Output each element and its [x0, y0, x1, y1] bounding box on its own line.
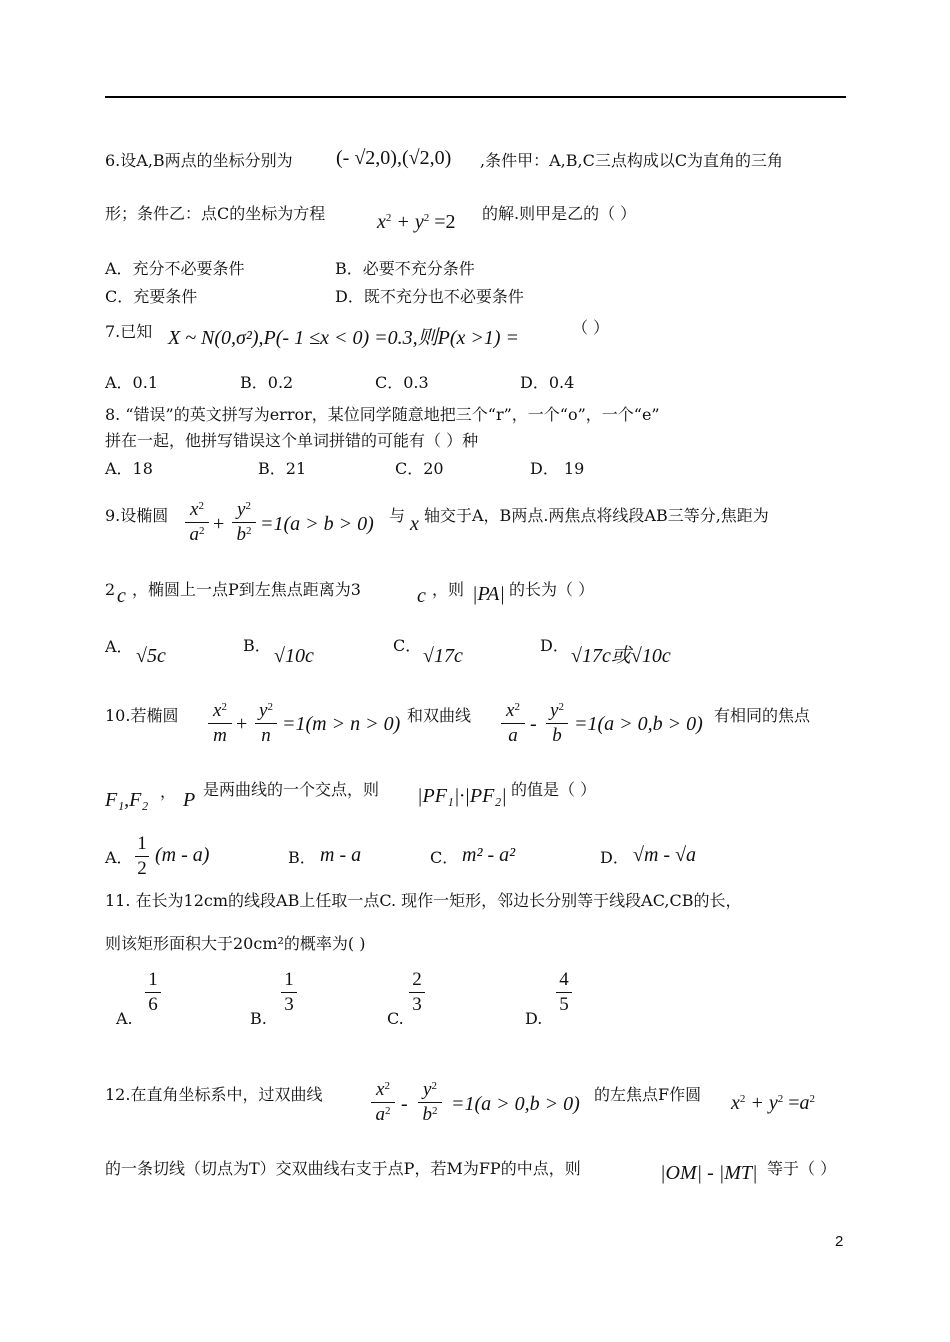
q11-option-d: D.: [525, 1009, 543, 1028]
q10-cond1: =1(m > n > 0): [282, 713, 401, 735]
q10-frac-x2-m: $x^2$ m: [207, 699, 233, 748]
q11-option-a: A.: [116, 1009, 133, 1028]
q9-prefix: 9.设椭圆: [105, 506, 169, 525]
q9-line2d: 的长为（ ）: [509, 580, 595, 599]
q6-prefix: 6.设A,B两点的坐标分别为: [105, 151, 293, 170]
q9-frac-x2-a2: $x^2$ $a^2$: [184, 498, 210, 547]
q9-suffix2: 轴交于A，B两点.两焦点将线段AB三等分,焦距为: [424, 506, 769, 525]
q9-frac-y2-b2: $y^2$ $b^2$: [231, 498, 257, 547]
q10-option-d-math: √m - √a: [633, 844, 697, 866]
q6-coords: (- √2,0),(√2,0): [336, 147, 452, 169]
q6-line2a: 形；条件乙：点C的坐标为方程: [105, 204, 326, 223]
q9-suffix: 与: [389, 506, 406, 525]
q6-option-b: B．必要不充分条件: [335, 259, 475, 278]
q11-option-a-fraction: 1 6: [144, 968, 162, 1017]
q12-line2b: 等于（ ）: [767, 1159, 837, 1178]
q9-option-d-math: √17c或√10c: [571, 645, 671, 667]
q10-frac-y2-b: $y^2$ b: [545, 699, 569, 748]
q7-paren: （ ）: [572, 318, 610, 337]
q10-p: P: [183, 789, 196, 811]
q10-comma: ，: [160, 782, 177, 801]
q7-option-b: B．0.2: [240, 373, 294, 392]
q8-line1: 8. “错误”的英文拼写为error，某位同学随意地把三个“r”，一个“o”，一个“e”: [105, 405, 660, 424]
q7-option-c: C．0.3: [375, 373, 429, 392]
q8-option-c: C．20: [395, 459, 444, 478]
q9-option-c-math: √17c: [423, 645, 463, 667]
q12-minus: -: [401, 1093, 408, 1115]
q10-option-c-math: m² - a²: [462, 844, 516, 866]
q7-option-a: A．0.1: [105, 373, 159, 392]
q10-minus: -: [530, 713, 537, 735]
q8-option-a: A．18: [105, 459, 153, 478]
q11-option-c-fraction: 2 3: [408, 968, 426, 1017]
q9-line2c: ，则: [432, 580, 465, 599]
q9-plus: +: [213, 513, 225, 535]
q9-option-d: D．: [540, 636, 569, 655]
q10-suffix: 有相同的焦点: [714, 706, 811, 725]
q8-option-b: B．21: [258, 459, 307, 478]
q10-frac-y2-n: $y^2$ n: [254, 699, 278, 748]
q10-frac-x2-a: $x^2$ a: [500, 699, 526, 748]
q11-option-b-fraction: 1 3: [280, 968, 298, 1017]
q9-cond: =1(a > b > 0): [260, 513, 374, 535]
q11-option-b: B.: [250, 1009, 267, 1028]
q12-suffix: 的左焦点F作圆: [594, 1085, 702, 1104]
q11-line2: 则该矩形面积大于20cm²的概率为( ): [105, 934, 366, 953]
q10-option-b: B．: [288, 848, 316, 867]
q9-option-b-math: √10c: [274, 645, 314, 667]
q12-circle: $x^2 + y^2 =a^2$: [731, 1092, 816, 1114]
q12-line2: 的一条切线（切点为T）交双曲线右支于点P，若M为FP的中点，则: [105, 1159, 581, 1178]
q9-option-c: C．: [393, 636, 422, 655]
q10-option-b-math: m - a: [320, 844, 362, 866]
q12-prefix: 12.在直角坐标系中，过双曲线: [105, 1085, 323, 1104]
q12-frac-y2-b2: $y^2$ $b^2$: [417, 1078, 443, 1127]
q6-option-a: A．充分不必要条件: [105, 259, 245, 278]
q8-option-d: D． 19: [530, 459, 585, 478]
q6-suffix: ,条件甲：A,B,C三点构成以C为直角的三角: [480, 151, 784, 170]
q10-plus: +: [236, 713, 248, 735]
q10-frac-half: 1 2: [134, 832, 150, 881]
header-rule: [105, 96, 846, 98]
q7-expr: X ~ N(0,σ²),P(- 1 ≤x < 0) =0.3,则P(x >1) =: [168, 327, 520, 349]
q11-option-c: C.: [387, 1009, 404, 1028]
q9-x: x: [410, 513, 419, 535]
q12-expr: |OM| - |MT|: [660, 1162, 758, 1184]
q10-prefix: 10.若椭圆: [105, 706, 179, 725]
q10-option-c: C．: [430, 848, 459, 867]
q10-option-a: A．: [105, 848, 133, 867]
q9-line2b: ，椭圆上一点P到左焦点距离为3: [132, 580, 361, 599]
q9-pa: |PA|: [472, 583, 505, 605]
page-number: 2: [835, 1233, 844, 1250]
q8-line2: 拼在一起，他拼写错误这个单词拼错的可能有（ ）种: [105, 431, 479, 450]
q10-option-a-math: (m - a): [155, 844, 210, 866]
q6-option-d: D．既不充分也不必要条件: [335, 287, 524, 306]
q11-option-d-fraction: 4 5: [555, 968, 573, 1017]
q10-line2b: 的值是（ ）: [511, 780, 597, 799]
q9-option-a: A．: [105, 637, 133, 656]
q12-cond: =1(a > 0,b > 0): [451, 1093, 580, 1115]
q10-f1f2: F₁,F₂: [105, 789, 149, 811]
q10-prod: |PF₁|·|PF₂|: [417, 785, 507, 807]
q7-option-d: D．0.4: [520, 373, 575, 392]
q6-equation: $x^2 + y^2 =2$: [377, 211, 456, 233]
q10-cond2: =1(a > 0,b > 0): [574, 713, 703, 735]
q12-frac-x2-a2: $x^2$ $a^2$: [370, 1078, 396, 1127]
q9-c2: c: [417, 585, 426, 607]
q10-option-d: D．: [600, 848, 629, 867]
q7-prefix: 7.已知: [105, 322, 153, 341]
q9-option-b: B．: [243, 636, 271, 655]
q11-line1: 11. 在长为12cm的线段AB上任取一点C. 现作一矩形，邻边长分别等于线段AC,CB的长，: [105, 891, 742, 910]
q10-line2: 是两曲线的一个交点，则: [203, 780, 380, 799]
q9-c1: c: [117, 585, 126, 607]
q6-line2b: 的解.则甲是乙的（ ）: [482, 204, 637, 223]
q9-line2a: 2: [105, 580, 116, 599]
q6-option-c: C．充要条件: [105, 287, 198, 306]
q10-mid: 和双曲线: [407, 706, 472, 725]
q9-option-a-math: √5c: [136, 645, 166, 667]
